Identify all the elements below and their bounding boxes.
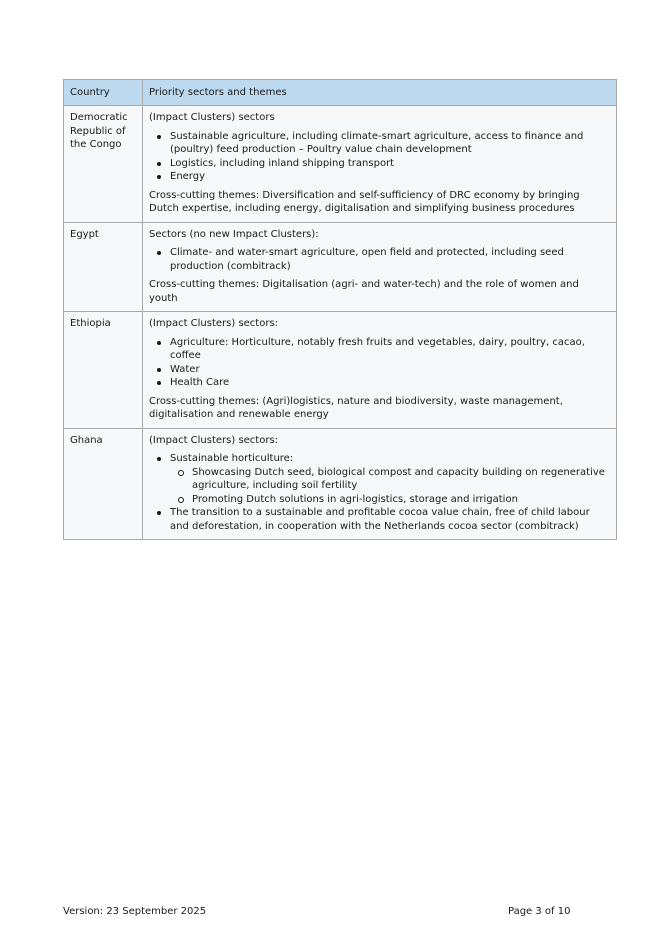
header-sectors: Priority sectors and themes xyxy=(143,80,617,106)
sector-list xyxy=(149,336,610,390)
sector-list xyxy=(149,246,610,273)
country-cell: Ghana xyxy=(64,428,143,540)
footer-version: Version: 23 September 2025 xyxy=(63,906,207,917)
sectors-intro: (Impact Clusters) sectors: xyxy=(149,434,279,446)
list-item: Health Care xyxy=(170,376,610,390)
cross-cutting-themes: Cross-cutting themes: Digitalisation (agri- and water-tech) and the role of women and youth xyxy=(149,279,579,304)
country-cell: Democratic Republic of the Congo xyxy=(64,106,143,223)
list-item: Water xyxy=(170,363,610,377)
list-item: Agriculture: Horticulture, notably fresh fruits and vegetables, dairy, poultry, cacao, coffee xyxy=(170,336,610,363)
priority-table xyxy=(63,79,617,540)
cross-cutting-themes: Cross-cutting themes: (Agri)logistics, nature and biodiversity, waste management, digitalisation and renewable energy xyxy=(149,395,563,420)
list-item: Energy xyxy=(170,170,610,184)
country-cell: Egypt xyxy=(64,222,143,312)
sectors-cell xyxy=(143,106,617,223)
cross-cutting-themes: Cross-cutting themes: Diversification and self-sufficiency of DRC economy by bringing Dutch expertise, including energy, digitalisation and simplifying business procedures xyxy=(149,189,580,214)
sub-list-item: Showcasing Dutch seed, biological compost and capacity building on regenerative agriculture, including soil fertility xyxy=(192,466,610,493)
sectors-cell xyxy=(143,222,617,312)
sector-list xyxy=(149,452,610,533)
list-item: Sustainable agriculture, including climate-smart agriculture, access to finance and (poultry) feed production – Poultry value chain development xyxy=(170,130,610,157)
sectors-cell xyxy=(143,428,617,540)
footer-page-number: Page 3 of 10 xyxy=(508,906,571,917)
sectors-intro: (Impact Clusters) sectors: xyxy=(149,318,279,329)
list-item: Climate- and water-smart agriculture, open field and protected, including seed production (combitrack) xyxy=(170,246,610,273)
table-row-drc xyxy=(64,106,617,223)
sectors-intro: Sectors (no new Impact Clusters): xyxy=(149,228,319,240)
table-header-row xyxy=(64,80,617,106)
list-item: The transition to a sustainable and profitable cocoa value chain, free of child labour and deforestation, in cooperation with the Netherlands cocoa sector (combitrack) xyxy=(170,506,610,533)
sector-list xyxy=(149,130,610,184)
sectors-cell xyxy=(143,312,617,429)
table-row-egypt xyxy=(64,222,617,312)
sub-list xyxy=(170,466,610,507)
list-item xyxy=(170,452,610,506)
list-item-label: Sustainable horticulture: xyxy=(170,453,294,464)
sub-list-item: Promoting Dutch solutions in agri-logistics, storage and irrigation xyxy=(192,493,610,507)
header-country: Country xyxy=(64,80,143,106)
sectors-intro: (Impact Clusters) sectors xyxy=(149,112,275,123)
table-row-ghana xyxy=(64,428,617,540)
table-row-ethiopia xyxy=(64,312,617,429)
list-item: Logistics, including inland shipping transport xyxy=(170,157,610,171)
country-cell: Ethiopia xyxy=(64,312,143,429)
